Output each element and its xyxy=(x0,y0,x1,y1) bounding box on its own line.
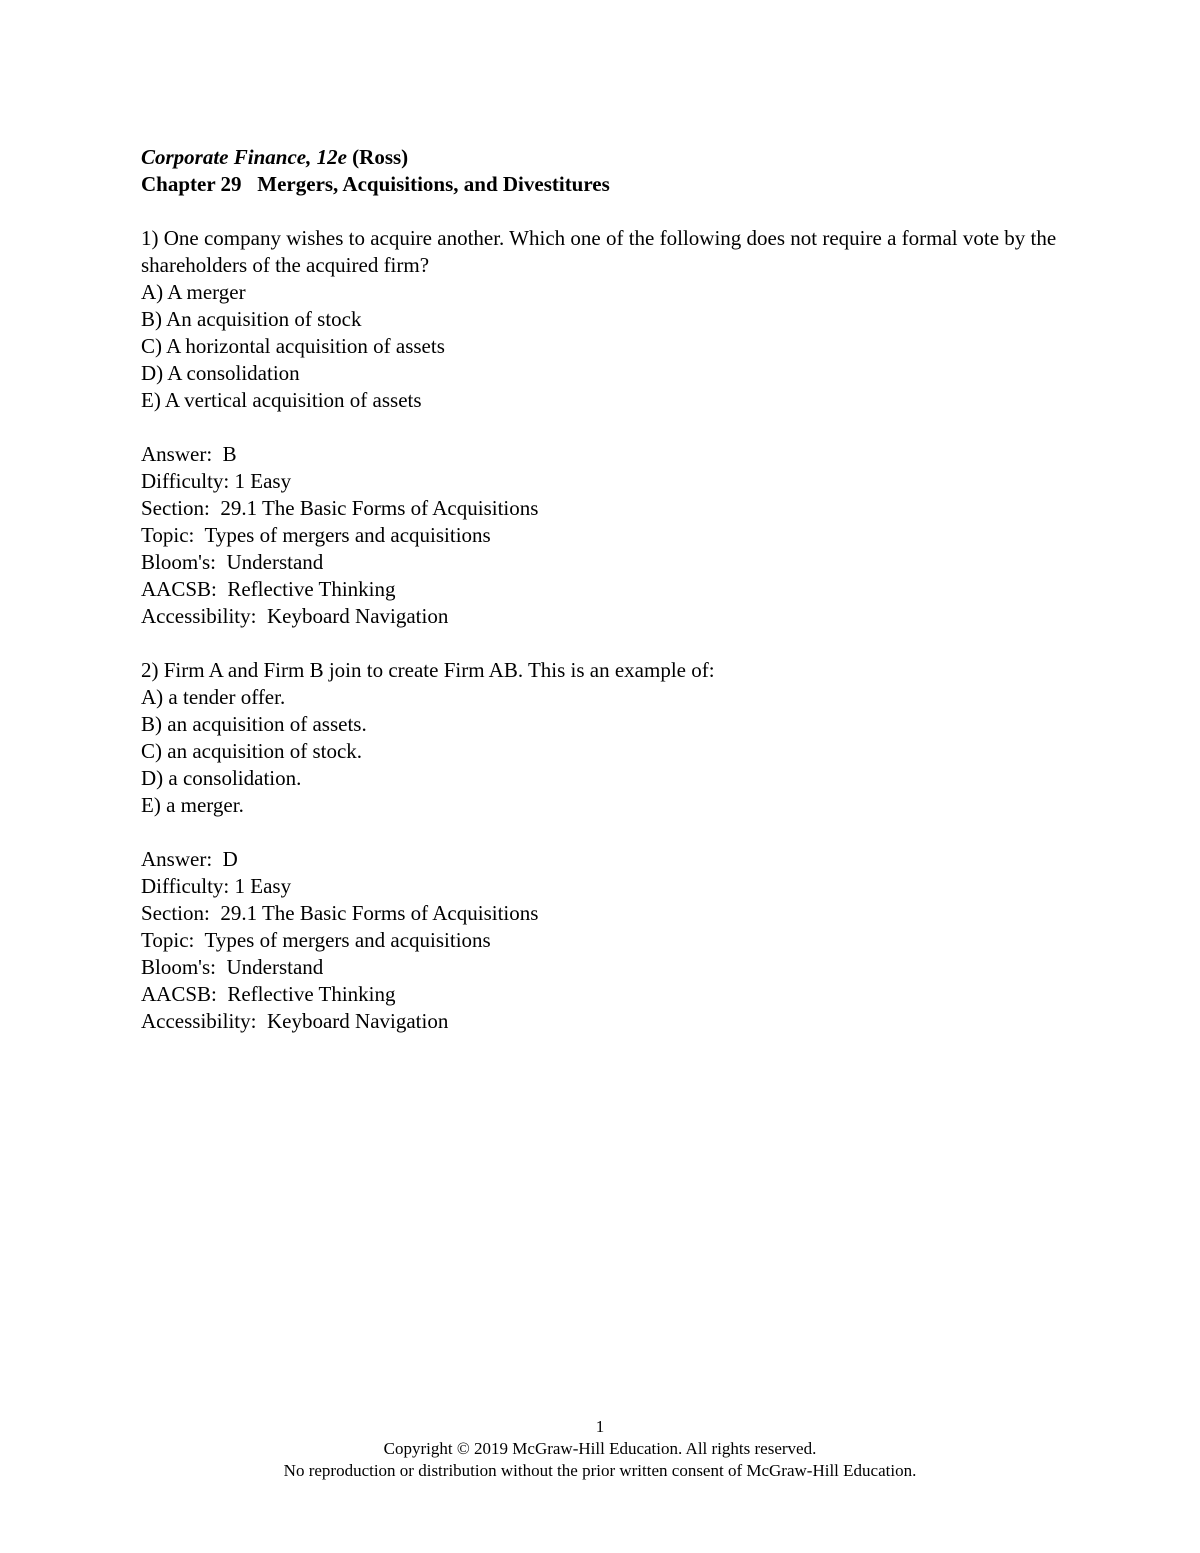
blooms: Bloom's: Understand xyxy=(141,955,324,979)
copyright-line: Copyright © 2019 McGraw-Hill Education. All rights reserved. xyxy=(383,1439,817,1458)
aacsb: AACSB: Reflective Thinking xyxy=(141,982,396,1006)
answer-option: B) An acquisition of stock xyxy=(141,307,362,331)
topic: Topic: Types of mergers and acquisitions xyxy=(141,928,491,952)
spacer xyxy=(141,414,1101,441)
section: Section: 29.1 The Basic Forms of Acquisitions xyxy=(141,496,539,520)
blooms: Bloom's: Understand xyxy=(141,550,324,574)
question-block xyxy=(141,225,1101,630)
difficulty: Difficulty: 1 Easy xyxy=(141,469,292,493)
answer-option: C) A horizontal acquisition of assets xyxy=(141,334,445,358)
chapter-title: Mergers, Acquisitions, and Divestitures xyxy=(257,172,610,196)
question-stem: 2) Firm A and Firm B join to create Firm AB. This is an example of: xyxy=(141,658,715,682)
distribution-notice: No reproduction or distribution without the prior written consent of McGraw-Hill Education. xyxy=(283,1461,917,1480)
answer-key: Answer: D xyxy=(141,847,238,871)
answer-option: A) a tender offer. xyxy=(141,685,286,709)
page-footer xyxy=(0,1416,1200,1482)
book-title: Corporate Finance, 12e xyxy=(141,145,347,169)
page-number: 1 xyxy=(595,1417,605,1436)
spacer xyxy=(141,819,1101,846)
book-author: (Ross) xyxy=(352,145,409,169)
aacsb: AACSB: Reflective Thinking xyxy=(141,577,396,601)
answer-option: E) A vertical acquisition of assets xyxy=(141,388,422,412)
spacer xyxy=(141,630,1101,657)
question-stem: 1) One company wishes to acquire another. Which one of the following does not require a formal vote by the shareholders of the acquired firm? xyxy=(141,226,1057,277)
accessibility: Accessibility: Keyboard Navigation xyxy=(141,604,449,628)
book-title-line xyxy=(141,144,1101,171)
answer-option: A) A merger xyxy=(141,280,246,304)
section: Section: 29.1 The Basic Forms of Acquisitions xyxy=(141,901,539,925)
document-body xyxy=(141,144,1101,1035)
answer-key: Answer: B xyxy=(141,442,237,466)
spacer xyxy=(141,198,1101,225)
difficulty: Difficulty: 1 Easy xyxy=(141,874,292,898)
accessibility: Accessibility: Keyboard Navigation xyxy=(141,1009,449,1033)
question-block xyxy=(141,657,1101,1035)
answer-option: D) a consolidation. xyxy=(141,766,302,790)
chapter-label: Chapter 29 xyxy=(141,172,242,196)
answer-option: E) a merger. xyxy=(141,793,244,817)
chapter-heading xyxy=(141,171,1101,198)
answer-option: D) A consolidation xyxy=(141,361,300,385)
topic: Topic: Types of mergers and acquisitions xyxy=(141,523,491,547)
answer-option: C) an acquisition of stock. xyxy=(141,739,363,763)
answer-option: B) an acquisition of assets. xyxy=(141,712,367,736)
